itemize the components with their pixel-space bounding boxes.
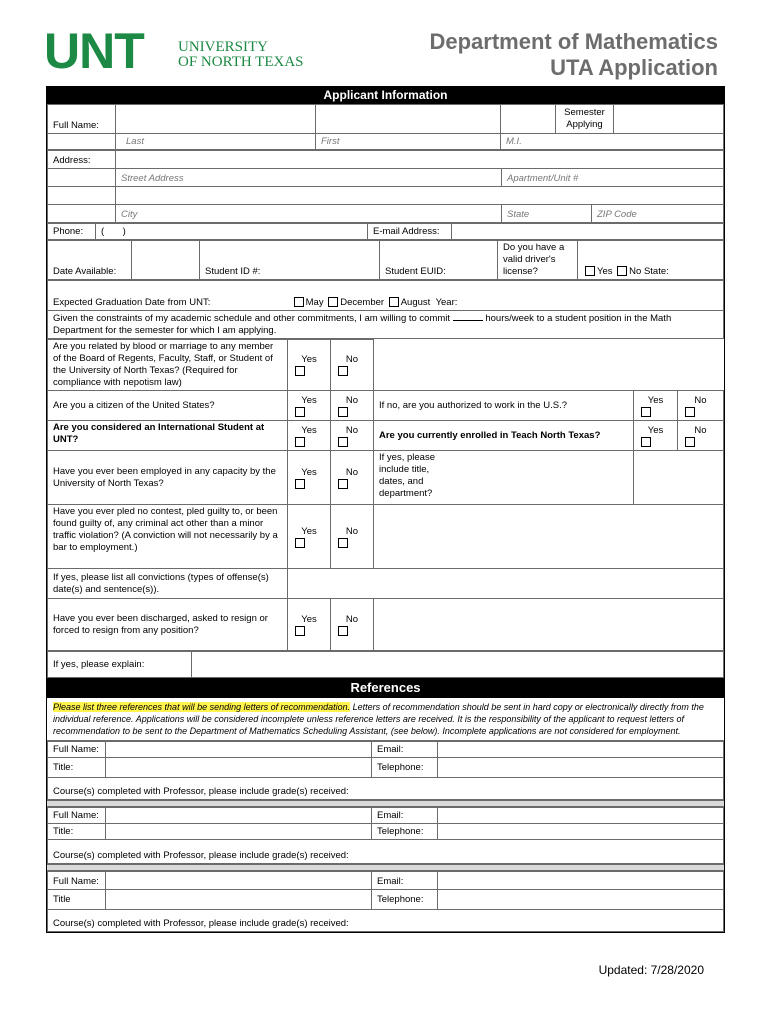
ref1-email-label: Email: bbox=[372, 742, 438, 758]
drivers-license-label: Do you have a valid driver's license? bbox=[498, 241, 578, 280]
ref3-telephone-label: Telephone: bbox=[372, 890, 438, 910]
q-convicted-blank bbox=[374, 505, 724, 569]
city-hint: City bbox=[116, 205, 502, 223]
license-no-label: No bbox=[629, 266, 642, 277]
checkbox[interactable] bbox=[295, 437, 305, 447]
ref2-name-label: Full Name: bbox=[48, 808, 106, 824]
first-name-field[interactable] bbox=[316, 105, 501, 134]
reference-2 bbox=[47, 807, 724, 864]
ref3-courses-label: Course(s) completed with Professor, please include grade(s) received: bbox=[48, 910, 724, 932]
yes-label: Yes bbox=[301, 525, 317, 537]
address-label: Address: bbox=[48, 151, 116, 169]
apt-hint: Apartment/Unit # bbox=[502, 169, 724, 187]
checkbox[interactable] bbox=[338, 626, 348, 636]
ref1-telephone-label: Telephone: bbox=[372, 758, 438, 778]
no-label: No bbox=[694, 394, 707, 406]
ref3-name-field[interactable] bbox=[106, 872, 372, 890]
license-yes-checkbox[interactable] bbox=[585, 266, 595, 276]
date-available-label: Date Available: bbox=[48, 241, 132, 280]
q-employed-yes[interactable] bbox=[288, 451, 331, 505]
ref1-courses-label: Course(s) completed with Professor, please include grade(s) received: bbox=[48, 778, 724, 800]
ref2-email-field[interactable] bbox=[438, 808, 724, 824]
checkbox[interactable] bbox=[338, 407, 348, 417]
mi-hint: M.I. bbox=[501, 134, 724, 150]
december-checkbox[interactable] bbox=[328, 297, 338, 307]
reference-divider bbox=[47, 864, 724, 871]
ref2-title-field[interactable] bbox=[106, 824, 372, 840]
q-citizen-yes[interactable] bbox=[288, 391, 331, 421]
q-convicted-yes[interactable] bbox=[288, 505, 331, 569]
q-authorized-label: If no, are you authorized to work in the U.S.? bbox=[374, 391, 634, 421]
q-citizen-no[interactable] bbox=[331, 391, 374, 421]
email-field[interactable] bbox=[452, 224, 724, 240]
references-note bbox=[47, 698, 724, 741]
license-yes-label: Yes bbox=[597, 266, 613, 277]
reference-3 bbox=[47, 871, 724, 932]
q-convictions-list-field[interactable] bbox=[288, 569, 724, 599]
email-label: E-mail Address: bbox=[368, 224, 452, 240]
logo-line-2: OF NORTH TEXAS bbox=[178, 54, 304, 70]
zip-hint: ZIP Code bbox=[592, 205, 724, 223]
ref3-email-label: Email: bbox=[372, 872, 438, 890]
last-name-field[interactable] bbox=[116, 105, 316, 134]
q-discharged-no[interactable] bbox=[331, 599, 374, 651]
checkbox[interactable] bbox=[338, 366, 348, 376]
commit-text-a: Given the constraints of my academic schedule and other commitments, I am willing to commit bbox=[53, 313, 451, 324]
q-employed-no[interactable] bbox=[331, 451, 374, 505]
drivers-license-options bbox=[578, 241, 724, 280]
q-citizen-label: Are you a citizen of the United States? bbox=[48, 391, 288, 421]
phone-paren-close: ) bbox=[122, 226, 126, 237]
semester-applying-label: Semester Applying bbox=[556, 105, 614, 134]
no-label: No bbox=[345, 613, 359, 625]
yes-label: Yes bbox=[647, 394, 664, 406]
student-euid-label: Student EUID: bbox=[380, 241, 498, 280]
reference-divider bbox=[47, 800, 724, 807]
august-label: August bbox=[400, 297, 431, 308]
ref3-title-label: Title bbox=[48, 890, 106, 910]
references-note-body: Letters of recommendation should be sent in hard copy or electronically directly from the individual reference. Applications will be considered incomplete unless reference letters are received. It is the responsibility of the applicant to request letters of recommendation to be sent to the Department of Mathematics Scheduling Assistant, (see below). Incomplete applications are not considered for employment. bbox=[53, 702, 704, 736]
year-label: Year: bbox=[435, 297, 458, 308]
checkbox[interactable] bbox=[295, 626, 305, 636]
yes-label: Yes bbox=[301, 394, 317, 406]
commit-text-b: hours/week to a student position in the Math Department for the semester for which I am applying. bbox=[53, 313, 672, 336]
yes-label: Yes bbox=[301, 354, 317, 365]
city-state-field[interactable] bbox=[116, 187, 724, 205]
application-form bbox=[46, 86, 725, 933]
checkbox[interactable] bbox=[685, 437, 695, 447]
application-title: UTA Application bbox=[550, 55, 718, 80]
contact-table bbox=[47, 223, 724, 240]
logo-wordmark: UNT bbox=[44, 23, 144, 79]
checkbox[interactable] bbox=[338, 479, 348, 489]
q-convicted-no[interactable] bbox=[331, 505, 374, 569]
availability-table bbox=[47, 240, 724, 280]
checkbox[interactable] bbox=[295, 538, 305, 548]
checkbox[interactable] bbox=[295, 407, 305, 417]
q-related-label: Are you related by blood or marriage to any member of the Board of Regents, Faculty, Staff, or Student of the University of North Texas? (Required for compliance with nepotism law) bbox=[48, 340, 288, 391]
ref1-telephone-field[interactable] bbox=[438, 758, 724, 778]
ref1-email-field[interactable] bbox=[438, 742, 724, 758]
no-label: No bbox=[345, 394, 359, 406]
q-related-blank bbox=[374, 340, 724, 391]
date-available-field[interactable] bbox=[132, 241, 200, 280]
reference-1 bbox=[47, 741, 724, 800]
checkbox[interactable] bbox=[338, 538, 348, 548]
may-label: May bbox=[305, 297, 324, 308]
q-employed-followup-label: If yes, please include title, dates, and department? bbox=[374, 451, 634, 505]
checkbox[interactable] bbox=[338, 437, 348, 447]
last-hint: Last bbox=[116, 134, 316, 150]
yes-label: Yes bbox=[301, 613, 317, 625]
no-label: No bbox=[345, 424, 359, 436]
ref2-email-label: Email: bbox=[372, 808, 438, 824]
ref2-telephone-field[interactable] bbox=[438, 824, 724, 840]
name-table bbox=[47, 104, 724, 150]
graduation-table bbox=[47, 280, 724, 339]
ref1-name-field[interactable] bbox=[106, 742, 372, 758]
references-note-highlight: Please list three references that will be sending letters of recommendation. bbox=[53, 702, 351, 712]
hours-blank[interactable] bbox=[453, 312, 483, 321]
street-hint: Street Address bbox=[116, 169, 502, 187]
graduation-row bbox=[48, 281, 724, 311]
yes-label: Yes bbox=[301, 466, 317, 478]
ref3-telephone-field[interactable] bbox=[438, 890, 724, 910]
page-title bbox=[429, 29, 718, 81]
ref3-name-label: Full Name: bbox=[48, 872, 106, 890]
yes-label: Yes bbox=[301, 424, 317, 436]
q-convictions-list-label: If yes, please list all convictions (types of offense(s) date(s) and sentence(s)). bbox=[48, 569, 288, 599]
semester-applying-field[interactable] bbox=[614, 105, 724, 134]
ref1-title-field[interactable] bbox=[106, 758, 372, 778]
checkbox[interactable] bbox=[641, 407, 651, 417]
q-international-yes[interactable] bbox=[288, 421, 331, 451]
q-explain-label: If yes, please explain: bbox=[48, 652, 192, 678]
updated-date: Updated: 7/28/2020 bbox=[598, 963, 704, 977]
full-name-label: Full Name: bbox=[48, 105, 116, 134]
ref1-title-label: Title: bbox=[48, 758, 106, 778]
first-hint: First bbox=[316, 134, 501, 150]
q-authorized-no[interactable] bbox=[678, 391, 724, 421]
checkbox[interactable] bbox=[295, 479, 305, 489]
address-field[interactable] bbox=[116, 151, 724, 169]
questions-table bbox=[47, 339, 724, 651]
q-employed-followup-field[interactable] bbox=[634, 451, 724, 505]
phone-paren-open: ( bbox=[101, 226, 105, 237]
q-discharged-blank bbox=[374, 599, 724, 651]
q-international-label: Are you considered an International Student at UNT? bbox=[48, 421, 288, 451]
ref2-name-field[interactable] bbox=[106, 808, 372, 824]
ref2-courses-label: Course(s) completed with Professor, please include grade(s) received: bbox=[48, 840, 724, 864]
no-label: No bbox=[694, 424, 707, 436]
ref1-name-label: Full Name: bbox=[48, 742, 106, 758]
mi-field[interactable] bbox=[501, 105, 556, 134]
commitment-row bbox=[48, 311, 724, 339]
logo-line-1: UNIVERSITY bbox=[178, 39, 268, 55]
applicant-section-header: Applicant Information bbox=[47, 86, 724, 104]
q-discharged-yes[interactable] bbox=[288, 599, 331, 651]
q-discharged-label: Have you ever been discharged, asked to resign or forced to resign from any position? bbox=[48, 599, 288, 651]
august-checkbox[interactable] bbox=[389, 297, 399, 307]
department-title: Department of Mathematics bbox=[429, 29, 718, 54]
logo-university-name bbox=[178, 40, 304, 70]
checkbox[interactable] bbox=[685, 407, 695, 417]
ref2-telephone-label: Telephone: bbox=[372, 824, 438, 840]
no-label: No bbox=[345, 466, 359, 478]
grad-date-label: Expected Graduation Date from UNT: bbox=[53, 297, 211, 308]
yes-label: Yes bbox=[647, 424, 664, 436]
no-label: No bbox=[345, 525, 359, 537]
december-label: December bbox=[340, 297, 385, 308]
may-checkbox[interactable] bbox=[294, 297, 304, 307]
q-teach-no[interactable] bbox=[678, 421, 724, 451]
q-explain-field[interactable] bbox=[192, 652, 724, 678]
license-no-checkbox[interactable] bbox=[617, 266, 627, 276]
q-convicted-label: Have you ever pled no contest, pled guilty to, or been found guilty of, any criminal act other than a minor traffic violation? (A conviction will not necessarily by a bar to employment.) bbox=[48, 505, 288, 569]
ref3-title-field[interactable] bbox=[106, 890, 372, 910]
checkbox[interactable] bbox=[641, 437, 651, 447]
student-id-label: Student ID #: bbox=[200, 241, 380, 280]
q-teach-yes[interactable] bbox=[634, 421, 678, 451]
explain-table bbox=[47, 651, 724, 678]
q-international-no[interactable] bbox=[331, 421, 374, 451]
phone-label: Phone: bbox=[48, 224, 96, 240]
q-related-no[interactable] bbox=[331, 340, 374, 391]
q-authorized-yes[interactable] bbox=[634, 391, 678, 421]
no-label: No bbox=[345, 354, 359, 365]
checkbox[interactable] bbox=[295, 366, 305, 376]
q-employed-label: Have you ever been employed in any capacity by the University of North Texas? bbox=[48, 451, 288, 505]
state-hint: State bbox=[502, 205, 592, 223]
phone-field[interactable] bbox=[96, 224, 368, 240]
q-related-yes[interactable] bbox=[288, 340, 331, 391]
references-section-header: References bbox=[47, 678, 724, 698]
license-state-label: State: bbox=[643, 266, 669, 277]
ref3-email-field[interactable] bbox=[438, 872, 724, 890]
ref2-title-label: Title: bbox=[48, 824, 106, 840]
q-teach-label: Are you currently enrolled in Teach North Texas? bbox=[374, 421, 634, 451]
address-table bbox=[47, 150, 724, 223]
